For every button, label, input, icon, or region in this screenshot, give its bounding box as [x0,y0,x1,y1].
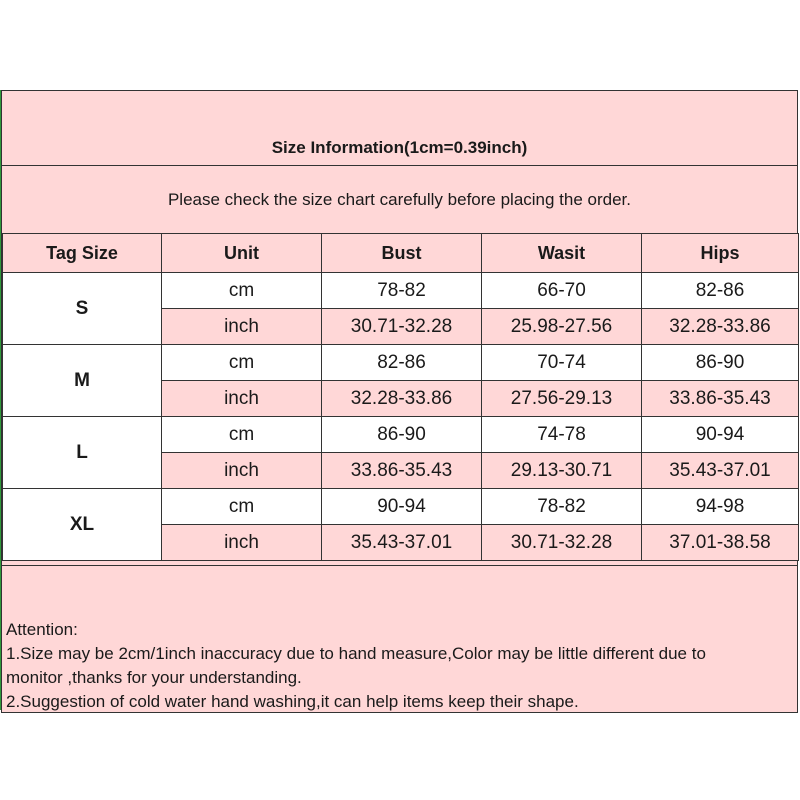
hips-cell: 90-94 [642,417,799,453]
bust-cell: 78-82 [322,273,482,309]
bust-cell: 90-94 [322,489,482,525]
attention-line-2: 2.Suggestion of cold water hand washing,it can help items keep their shape. [6,692,579,711]
waist-cell: 74-78 [482,417,642,453]
size-table [2,233,799,561]
size-chart [1,90,798,713]
table-row [3,417,799,453]
unit-cell: cm [162,345,322,381]
tag-size-cell: XL [3,489,162,561]
header-bust: Bust [322,234,482,273]
header-unit: Unit [162,234,322,273]
hips-cell: 32.28-33.86 [642,309,799,345]
attention-heading: Attention: [6,620,78,639]
bust-cell: 30.71-32.28 [322,309,482,345]
unit-cell: cm [162,417,322,453]
hips-cell: 94-98 [642,489,799,525]
waist-cell: 25.98-27.56 [482,309,642,345]
tag-size-cell: S [3,273,162,345]
waist-cell: 30.71-32.28 [482,525,642,561]
header-hips: Hips [642,234,799,273]
unit-cell: inch [162,381,322,417]
attention-line-1-cont: monitor ,thanks for your understanding. [6,668,302,687]
bust-cell: 35.43-37.01 [322,525,482,561]
hips-cell: 86-90 [642,345,799,381]
bust-cell: 32.28-33.86 [322,381,482,417]
table-row [3,273,799,309]
waist-cell: 70-74 [482,345,642,381]
table-header-row [3,234,799,273]
header-waist: Wasit [482,234,642,273]
unit-cell: inch [162,309,322,345]
tag-size-cell: L [3,417,162,489]
order-note: Please check the size chart carefully before placing the order. [2,166,797,234]
page-title: Size Information(1cm=0.39inch) [2,91,797,166]
attention-line-1: 1.Size may be 2cm/1inch inaccuracy due to hand measure,Color may be little different due to [6,644,706,663]
attention-notes [2,565,797,713]
unit-cell: cm [162,273,322,309]
hips-cell: 37.01-38.58 [642,525,799,561]
header-tag-size: Tag Size [3,234,162,273]
waist-cell: 66-70 [482,273,642,309]
hips-cell: 33.86-35.43 [642,381,799,417]
bust-cell: 86-90 [322,417,482,453]
unit-cell: inch [162,453,322,489]
waist-cell: 27.56-29.13 [482,381,642,417]
table-row [3,345,799,381]
bust-cell: 82-86 [322,345,482,381]
unit-cell: cm [162,489,322,525]
waist-cell: 78-82 [482,489,642,525]
hips-cell: 82-86 [642,273,799,309]
hips-cell: 35.43-37.01 [642,453,799,489]
tag-size-cell: M [3,345,162,417]
unit-cell: inch [162,525,322,561]
bust-cell: 33.86-35.43 [322,453,482,489]
waist-cell: 29.13-30.71 [482,453,642,489]
table-row [3,489,799,525]
